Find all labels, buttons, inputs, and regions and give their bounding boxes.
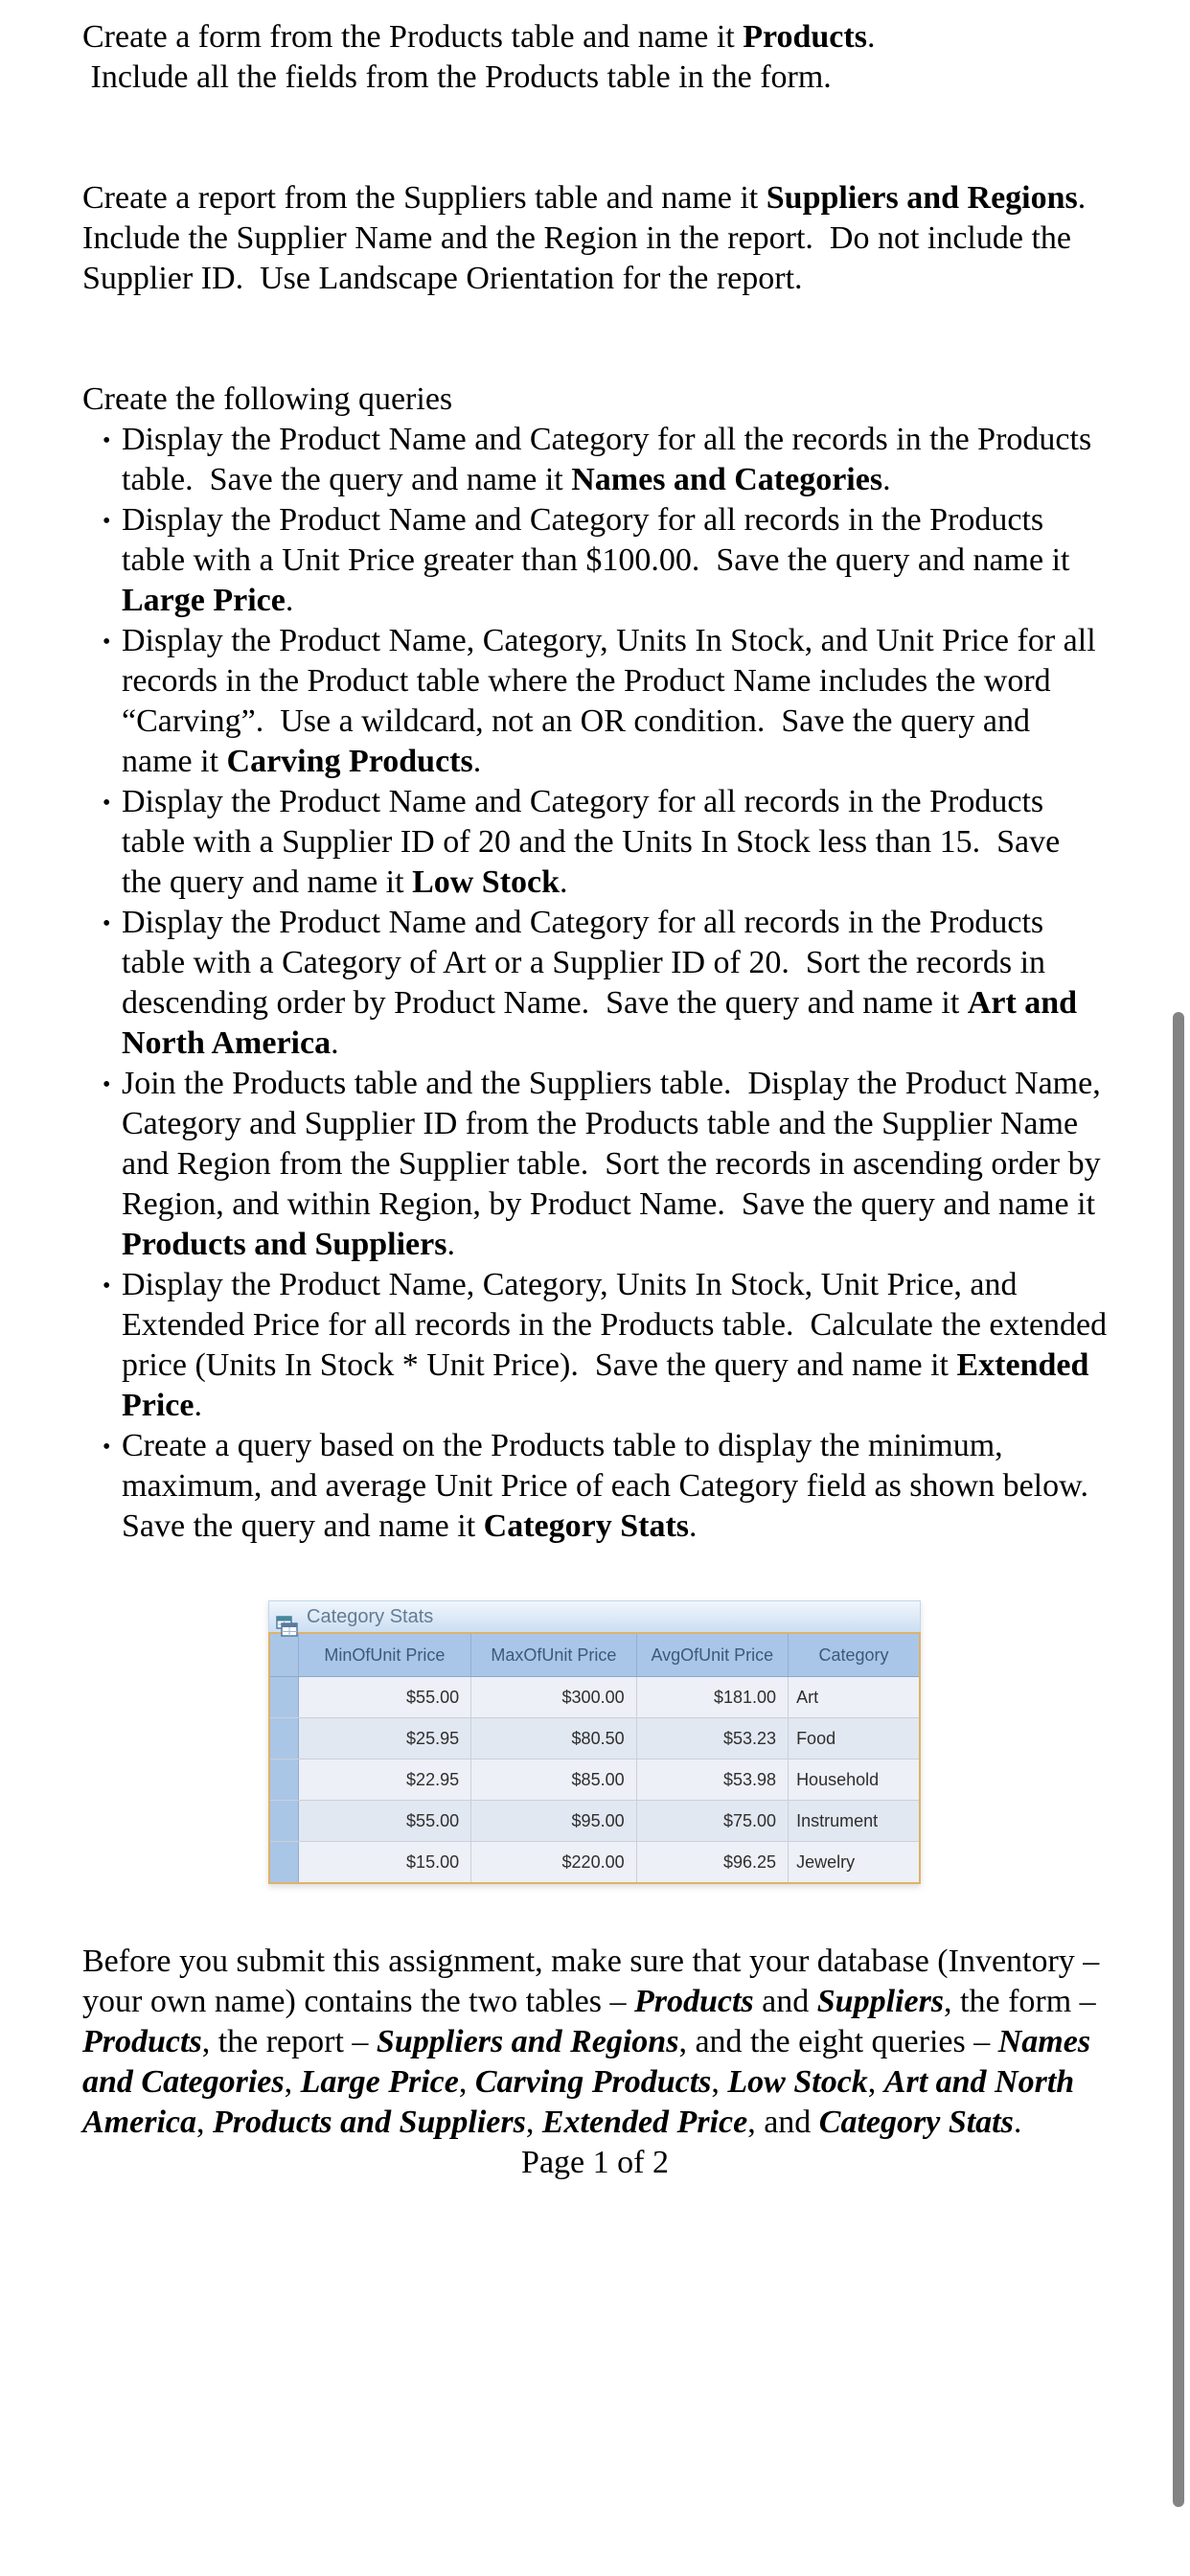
emphasized-name: Category Stats bbox=[818, 2104, 1014, 2140]
paragraph-create-form bbox=[82, 17, 1108, 98]
emphasized-name: Suppliers bbox=[816, 1984, 945, 2019]
cell-category: Art bbox=[789, 1677, 920, 1718]
emphasized-name: Art and North America bbox=[82, 2064, 1075, 2140]
record-selector bbox=[269, 1801, 298, 1842]
text-run: . bbox=[472, 744, 482, 779]
column-header: MinOfUnit Price bbox=[298, 1633, 471, 1677]
text-run: , the report – bbox=[201, 2024, 377, 2059]
emphasized-name: Large Price bbox=[122, 583, 286, 618]
table-row bbox=[269, 1677, 920, 1718]
column-header: MaxOfUnit Price bbox=[471, 1633, 637, 1677]
record-selector bbox=[269, 1718, 298, 1760]
text-run: , bbox=[284, 2064, 301, 2100]
column-header: Category bbox=[789, 1633, 920, 1677]
emphasized-name: Art and North America bbox=[122, 985, 1078, 1061]
text-run: Create a report from the Suppliers table and name it bbox=[82, 180, 767, 216]
cell-price: $75.00 bbox=[636, 1801, 788, 1842]
text-run: Create the following queries bbox=[82, 381, 453, 417]
query-list-item bbox=[103, 782, 1108, 903]
query-datasheet-icon bbox=[276, 1606, 299, 1627]
text-run: Display the Product Name, Category, Units In Stock, Unit Price, and Extended Price for all records in the Products table. Calculate the extended price (Units In Stock * Unit Price). Save the query and name it bbox=[122, 1267, 1108, 1383]
header-row bbox=[269, 1633, 920, 1677]
query-list bbox=[103, 420, 1108, 1547]
text-run: . bbox=[331, 1025, 339, 1061]
emphasized-name: Carving Products bbox=[474, 2064, 712, 2100]
emphasized-name: Products bbox=[633, 1984, 754, 2019]
paragraph-create-report bbox=[82, 178, 1108, 299]
text-run: Display the Product Name and Category for all the records in the Products table. Save the query and name it bbox=[122, 422, 1092, 497]
record-selector bbox=[269, 1842, 298, 1884]
text-run: . bbox=[866, 19, 876, 55]
query-list-item bbox=[103, 1426, 1108, 1547]
emphasized-name: Low Stock bbox=[412, 864, 561, 900]
emphasized-name: Carving Products bbox=[226, 744, 473, 779]
query-list-item bbox=[103, 903, 1108, 1064]
emphasized-name: Extended Price bbox=[122, 1347, 1089, 1423]
paragraph-submission-checklist bbox=[82, 1942, 1108, 2143]
table-body bbox=[269, 1677, 920, 1884]
text-run: . bbox=[882, 462, 891, 497]
query-list-item bbox=[103, 1064, 1108, 1265]
emphasized-name: Large Price bbox=[300, 2064, 459, 2100]
table-row bbox=[269, 1718, 920, 1760]
emphasized-name: Products bbox=[82, 2024, 202, 2059]
text-run: , and the eight queries – bbox=[678, 2024, 998, 2059]
emphasized-name: Products bbox=[743, 19, 867, 55]
page-number: Page 1 of 2 bbox=[521, 2145, 669, 2180]
text-run: and bbox=[753, 1984, 817, 2019]
category-stats-table bbox=[268, 1632, 921, 1884]
emphasized-name: Names and Categories bbox=[571, 462, 883, 497]
access-tab-title: Category Stats bbox=[307, 1606, 434, 1627]
text-run: . Include the Supplier Name and the Region in the report. Do not include the Supplier ID. Use Landscape Orientation for the report. bbox=[82, 180, 1094, 296]
query-list-item bbox=[103, 1265, 1108, 1426]
text-run: . bbox=[285, 583, 294, 618]
cell-price: $25.95 bbox=[298, 1718, 471, 1760]
cell-price: $181.00 bbox=[636, 1677, 788, 1718]
emphasized-name: Products and Suppliers bbox=[122, 1227, 447, 1262]
emphasized-name: Products and Suppliers bbox=[212, 2104, 526, 2140]
text-run: Before you submit this assignment, make sure that your database (Inventory – your own name) contains the two tables – bbox=[82, 1944, 1100, 2019]
cell-price: $95.00 bbox=[471, 1801, 637, 1842]
cell-price: $96.25 bbox=[636, 1842, 788, 1884]
text-run: Create a query based on the Products table to display the minimum, maximum, and average Unit Price of each Category field as shown below. Save the query and name it bbox=[122, 1428, 1088, 1544]
record-selector bbox=[269, 1760, 298, 1801]
cell-price: $85.00 bbox=[471, 1760, 637, 1801]
cell-category: Instrument bbox=[789, 1801, 920, 1842]
text-run: . bbox=[560, 864, 568, 900]
cell-price: $15.00 bbox=[298, 1842, 471, 1884]
text-run: Display the Product Name and Category for all records in the Products table with a Unit Price greater than $100.00. Save the query and name it bbox=[122, 502, 1070, 578]
text-run: , the form – bbox=[944, 1984, 1096, 2019]
text-run: . bbox=[1013, 2104, 1022, 2140]
record-selector-header bbox=[269, 1633, 298, 1677]
text-run: Join the Products table and the Suppliers table. Display the Product Name, Category and Supplier ID from the Products table and the Supplier Name and Region from the Supplier table. Sort the records in ascending order by Region, and within Region, by Product Name. Save the query and name it bbox=[122, 1066, 1101, 1222]
access-tab-bar bbox=[268, 1600, 921, 1632]
cell-category: Jewelry bbox=[789, 1842, 920, 1884]
cell-category: Household bbox=[789, 1760, 920, 1801]
text-run: , bbox=[195, 2104, 213, 2140]
cell-price: $80.50 bbox=[471, 1718, 637, 1760]
text-run: Create a form from the Products table and name it bbox=[82, 19, 744, 55]
text-run: Include all the fields from the Products table in the form. bbox=[82, 59, 832, 95]
text-run: . bbox=[194, 1388, 202, 1423]
emphasized-name: Suppliers and Regions bbox=[766, 180, 1078, 216]
table-row bbox=[269, 1801, 920, 1842]
text-run: , bbox=[458, 2064, 475, 2100]
text-run: . bbox=[689, 1508, 698, 1544]
emphasized-name: Names and Categories bbox=[82, 2024, 1091, 2100]
table-header bbox=[269, 1633, 920, 1677]
text-run: , and bbox=[747, 2104, 819, 2140]
table-row bbox=[269, 1842, 920, 1884]
cell-price: $300.00 bbox=[471, 1677, 637, 1718]
cell-price: $220.00 bbox=[471, 1842, 637, 1884]
document-page bbox=[82, 0, 1108, 2183]
text-run: , bbox=[525, 2104, 542, 2140]
text-run: Display the Product Name and Category for all records in the Products table with a Category of Art or a Supplier ID of 20. Sort the records in descending order by Product Name. Save the query and name it bbox=[122, 905, 1046, 1021]
emphasized-name: Suppliers and Regions bbox=[376, 2024, 679, 2059]
text-run: Display the Product Name and Category for all records in the Products table with a Supplier ID of 20 and the Units In Stock less than 15. Save the query and name it bbox=[122, 784, 1061, 900]
text-run: , bbox=[867, 2064, 884, 2100]
scrollbar-thumb[interactable] bbox=[1173, 1012, 1184, 2507]
paragraph-create-queries bbox=[82, 380, 1108, 420]
record-selector bbox=[269, 1677, 298, 1718]
cell-price: $55.00 bbox=[298, 1677, 471, 1718]
text-run: , bbox=[711, 2064, 728, 2100]
emphasized-name: Extended Price bbox=[541, 2104, 748, 2140]
text-run: Display the Product Name, Category, Units In Stock, and Unit Price for all records in the Product table where the Product Name includes the word “Carving”. Use a wildcard, not an OR condition. Save the query and name it bbox=[122, 623, 1096, 779]
table-row bbox=[269, 1760, 920, 1801]
cell-category: Food bbox=[789, 1718, 920, 1760]
cell-price: $53.23 bbox=[636, 1718, 788, 1760]
access-screenshot bbox=[268, 1600, 921, 1884]
column-header: AvgOfUnit Price bbox=[636, 1633, 788, 1677]
cell-price: $22.95 bbox=[298, 1760, 471, 1801]
emphasized-name: Category Stats bbox=[483, 1508, 689, 1544]
query-list-item bbox=[103, 621, 1108, 782]
cell-price: $55.00 bbox=[298, 1801, 471, 1842]
query-list-item bbox=[103, 420, 1108, 500]
cell-price: $53.98 bbox=[636, 1760, 788, 1801]
text-run: . bbox=[446, 1227, 455, 1262]
emphasized-name: Low Stock bbox=[727, 2064, 868, 2100]
query-list-item bbox=[103, 500, 1108, 621]
